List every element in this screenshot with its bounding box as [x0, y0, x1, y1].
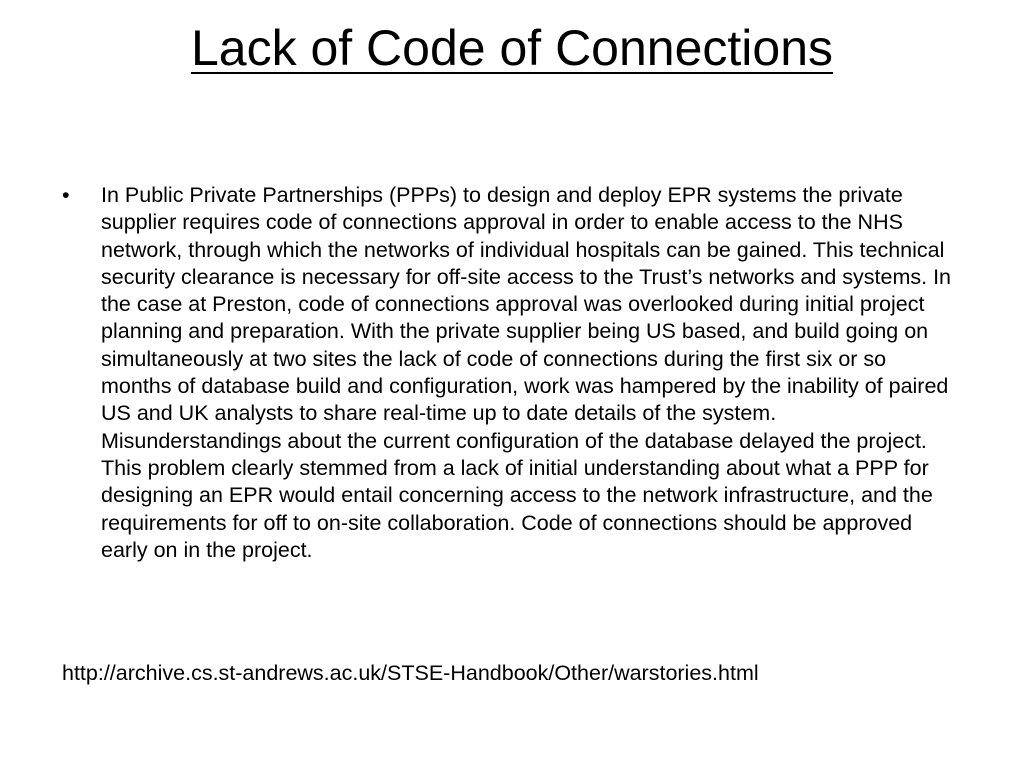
bullet-list	[62, 182, 962, 564]
slide-title: Lack of Code of Connections	[190, 20, 834, 76]
source-url: http://archive.cs.st-andrews.ac.uk/STSE-Handbook/Other/warstories.html	[62, 661, 759, 685]
bullet-item	[62, 182, 962, 564]
bullet-text: In Public Private Partnerships (PPPs) to design and deploy EPR systems the private supplier requires code of connections approval in order to enable access to the NHS network, through which the networks of individual hospitals can be gained. This technical security clearance is necessary for off-site access to the Trust’s networks and systems. In the case at Preston, code of connections approval was overlooked during initial project planning and preparation. With the private supplier being US based, and build going on simultaneously at two sites the lack of code of connections during the first six or so months of database build and configuration, work was hampered by the inability of paired US and UK analysts to share real-time up to date details of the system. Misunderstandings about the current configuration of the database delayed the project. This problem clearly stemmed from a lack of initial understanding about what a PPP for designing an EPR would entail concerning access to the network infrastructure, and the requirements for off to on-site collaboration. Code of connections should be approved early on in the project.	[101, 183, 951, 562]
bullet-dot: •	[62, 183, 70, 207]
